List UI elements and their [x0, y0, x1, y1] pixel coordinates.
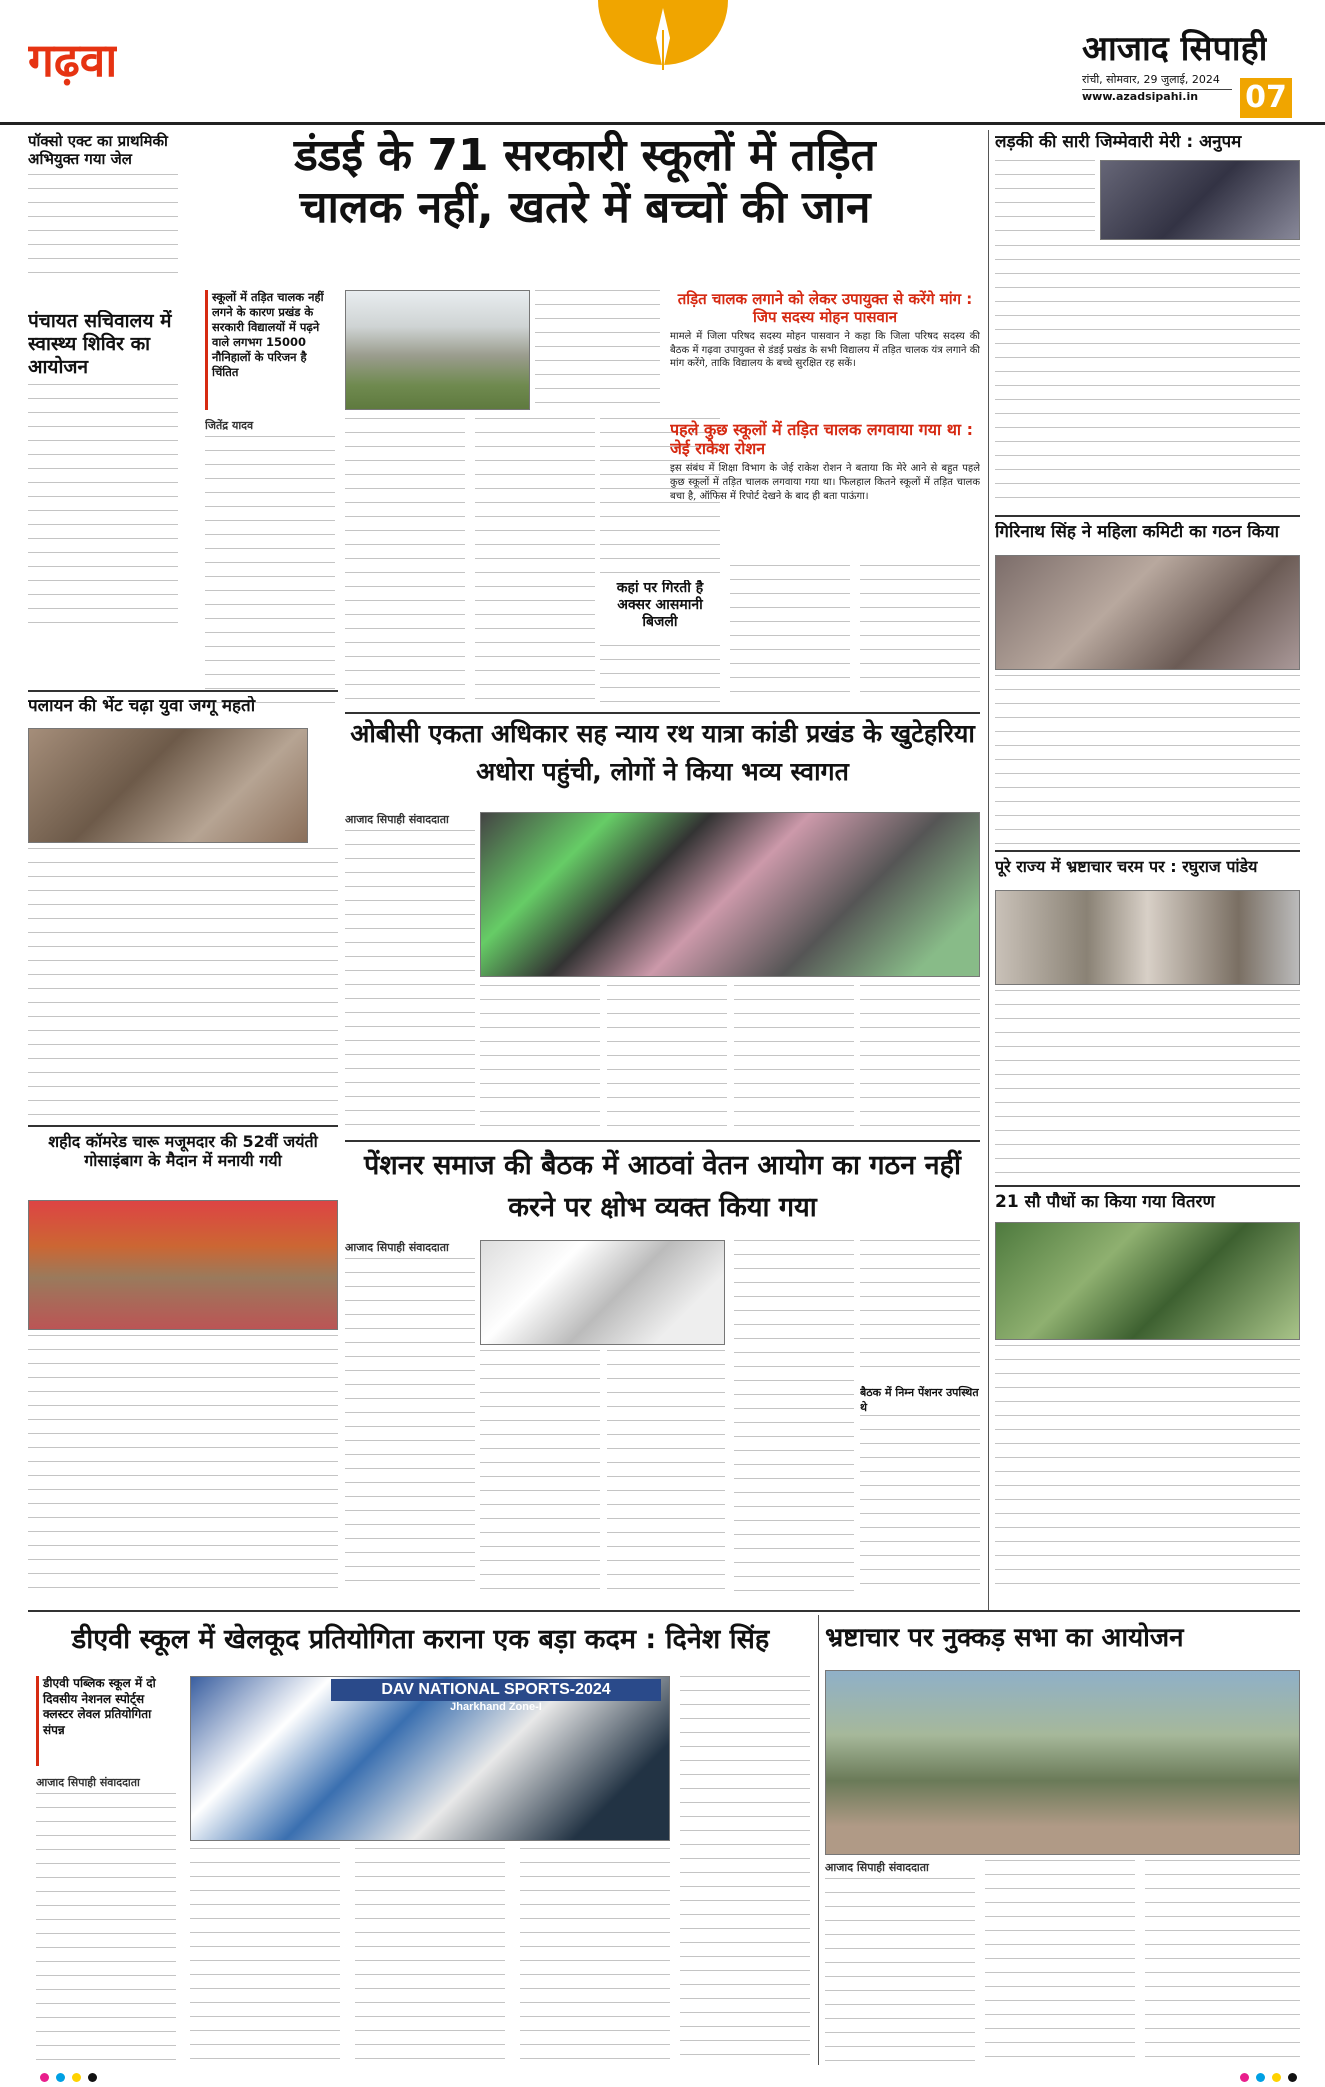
- divider: [28, 1610, 1300, 1612]
- pension-col-1: [345, 1258, 475, 1593]
- corruption-col-2: [985, 1860, 1135, 2063]
- lead-col-5b: [600, 645, 720, 705]
- black-dot-icon: [88, 2073, 97, 2082]
- lead-col-4: [535, 290, 660, 410]
- section-title: गढ़वा: [28, 33, 118, 87]
- dav-headline: डीएवी स्कूल में खेलकूद प्रतियोगिता कराना एक बड़ा कदम : दिनेश सिंह: [71, 1624, 770, 1655]
- lead-subhead: कहां पर गिरती है अक्सर आसमानी बिजली: [616, 580, 704, 630]
- magenta-dot-icon: [40, 2073, 49, 2082]
- lead-photo-school: [345, 290, 530, 410]
- lead-col-2: [345, 418, 465, 706]
- divider: [995, 1185, 1300, 1187]
- dav-col-2: [190, 1848, 340, 2063]
- dav-col-r: [680, 1676, 810, 2063]
- cyan-dot-icon: [1256, 2073, 1265, 2082]
- right-story-2-title-box: [995, 522, 1300, 550]
- black-dot-icon: [1288, 2073, 1297, 2082]
- lead-col-1: [205, 436, 335, 706]
- right-story-4-title-box: [995, 1192, 1300, 1220]
- lead-col-3: [475, 418, 595, 706]
- left-story-1: [28, 132, 178, 302]
- paper-name: आजाद सिपाही: [1082, 29, 1268, 69]
- obc-headline: ओबीसी एकता अधिकार सह न्याय रथ यात्रा कांडी प्रखंड के खुटेहरिया अधोरा पहुंची, लोगों ने किया भव्य स्वागत: [350, 719, 975, 786]
- print-registration-marks: [0, 2068, 1325, 2087]
- left-story-4-text: [28, 1335, 338, 1595]
- left-story-2-title: पंचायत सचिवालय में स्वास्थ्य शिविर का आयोजन: [28, 310, 172, 378]
- dav-headline-box: [28, 1618, 813, 1666]
- left-story-4-title-box: [28, 1132, 338, 1198]
- divider: [345, 712, 980, 714]
- dav-byline-box: आजाद सिपाही संवाददाता: [36, 1775, 176, 1791]
- lead-side-headline-1: तड़ित चालक लगाने को लेकर उपायुक्त से करेंगे मांग : जिप सदस्य मोहन पासवान: [677, 290, 973, 326]
- website-link[interactable]: www.azadsipahi.in: [1082, 90, 1199, 103]
- divider: [818, 1615, 819, 2065]
- pension-headline-box: [345, 1145, 980, 1235]
- lead-col-7: [860, 565, 980, 705]
- lead-byline: जितेंद्र यादव: [205, 418, 335, 434]
- right-story-4-photo: [995, 1222, 1300, 1340]
- left-story-4-photo: [28, 1200, 338, 1330]
- obc-col-5: [860, 985, 980, 1130]
- pension-photo: [480, 1240, 725, 1345]
- pension-byline-box: आजाद सिपाही संवाददाता: [345, 1240, 475, 1256]
- obc-col-4: [734, 985, 854, 1130]
- cyan-dot-icon: [56, 2073, 65, 2082]
- dateline: रांची, सोमवार, 29 जुलाई, 2024: [1082, 72, 1232, 90]
- obc-col-3: [607, 985, 727, 1130]
- right-story-1-title: लड़की की सारी जिम्मेवारी मेरी : अनुपम: [995, 132, 1242, 152]
- dav-pullquote: डीएवी पब्लिक स्कूल में दो दिवसीय नेशनल स्पोर्ट्स क्लस्टर लेवल प्रतियोगिता संपन्न: [36, 1676, 176, 1766]
- lead-headline: [190, 130, 980, 280]
- pension-col-2: [480, 1350, 600, 1593]
- divider: [995, 515, 1300, 517]
- left-story-3-text: [28, 848, 338, 1118]
- right-story-2-photo: [995, 555, 1300, 670]
- corruption-headline: भ्रष्टाचार पर नुक्कड़ सभा का आयोजन: [825, 1623, 1184, 1653]
- pension-col-4: [734, 1240, 854, 1593]
- yellow-dot-icon: [72, 2073, 81, 2082]
- masthead: [0, 0, 1325, 125]
- right-story-4-text: [995, 1345, 1300, 1590]
- corruption-col-1: [825, 1878, 975, 2063]
- divider: [995, 850, 1300, 852]
- corruption-headline-box: [825, 1618, 1300, 1666]
- lead-side-1: [670, 290, 980, 410]
- obc-photo: [480, 812, 980, 977]
- corruption-byline-box: आजाद सिपाही संवाददाता: [825, 1860, 975, 1876]
- lead-side-headline-2: पहले कुछ स्कूलों में तड़ित चालक लगवाया गया था : जेई राकेश रोशन: [670, 420, 974, 459]
- right-story-3-photo: [995, 890, 1300, 985]
- dav-col-3: [355, 1848, 505, 2063]
- yellow-dot-icon: [1272, 2073, 1281, 2082]
- lead-side-text-1: मामले में जिला परिषद सदस्य मोहन पासवान ने कहा कि जिला परिषद सदस्य की बैठक में गढ़वा उपायुक्त से डंडई प्रखंड के सभी विद्यालय में तड़ित चालक यंत्र लगाने की मांग करेंगे, ताकि विद्यालय के बच्चे सुरक्षित रह सकें।: [670, 331, 980, 370]
- lead-pullquote: स्कूलों में तड़ित चालक नहीं लगने के कारण प्रखंड के सरकारी विद्यालयों में पढ़ने वाले लगभग 15000 नौनिहालों के परिजन है चिंतित: [205, 290, 335, 410]
- left-story-3-photo: [28, 728, 308, 843]
- divider: [28, 1125, 338, 1127]
- corruption-col-3: [1145, 1860, 1300, 2063]
- right-story-1-text-b: [995, 245, 1300, 505]
- pension-col-3: [607, 1350, 725, 1593]
- lead-subhead-box: [600, 580, 720, 640]
- left-story-1-title: पॉक्सो एक्ट का प्राथमिकी अभियुक्त गया जेल: [28, 132, 168, 168]
- right-story-2-text: [995, 675, 1300, 845]
- left-story-3-title: पलायन की भेंट चढ़ा युवा जग्गू महतो: [28, 696, 256, 716]
- lead-col-6: [730, 565, 850, 705]
- pension-headline: पेंशनर समाज की बैठक में आठवां वेतन आयोग का गठन नहीं करने पर क्षोभ व्यक्त किया गया: [364, 1150, 961, 1223]
- pension-col-5b: [860, 1415, 980, 1593]
- obc-col-2: [480, 985, 600, 1130]
- right-story-3-title: पूरे राज्य में भ्रष्टाचार चरम पर : रघुराज पांडेय: [995, 857, 1258, 876]
- dav-photo-banner: DAV NATIONAL SPORTS-2024: [331, 1679, 661, 1701]
- obc-headline-box: [345, 715, 980, 810]
- sun-pen-logo-icon: [588, 0, 738, 110]
- page-number: 07: [1240, 78, 1292, 118]
- lead-headline-line1: डंडई के 71 सरकारी स्कूलों में तड़ित: [294, 130, 876, 181]
- lead-headline-line2: चालक नहीं, खतरे में बच्चों की जान: [299, 181, 871, 233]
- right-story-1-photo: [1100, 160, 1300, 240]
- right-story-1-title-box: [995, 132, 1300, 160]
- lead-side-2: [670, 420, 980, 560]
- right-story-1-text-a: [995, 160, 1095, 240]
- pension-subhead: बैठक में निम्न पेंशनर उपस्थित थे: [860, 1386, 979, 1414]
- right-story-3-title-box: [995, 857, 1300, 885]
- lead-side-text-2: इस संबंध में शिक्षा विभाग के जेई राकेश रोशन ने बताया कि मेरे आने से बहुत पहले कुछ स्कूलों में तड़ित चालक लगवाया गया था। फिलहाल कितने स्कूलों में तड़ित चालक बचा है, ऑफिस में रिपोर्ट देखने के बाद ही बता पाऊंगा।: [670, 463, 980, 502]
- divider: [988, 130, 989, 1610]
- left-story-1-text: [28, 174, 178, 284]
- left-story-2: [28, 310, 178, 670]
- dav-photo: [190, 1676, 670, 1841]
- obc-col-1: [345, 830, 475, 1130]
- divider: [345, 1140, 980, 1142]
- right-story-3-text: [995, 990, 1300, 1180]
- right-story-4-title: 21 सौ पौधों का किया गया वितरण: [995, 1192, 1215, 1212]
- left-story-2-text: [28, 384, 178, 634]
- pension-col-5: [860, 1240, 980, 1380]
- magenta-dot-icon: [1240, 2073, 1249, 2082]
- dav-col-1: [36, 1793, 176, 2063]
- corruption-photo: [825, 1670, 1300, 1855]
- right-story-2-title: गिरिनाथ सिंह ने महिला कमिटी का गठन किया: [995, 522, 1280, 542]
- obc-byline-box: आजाद सिपाही संवाददाता: [345, 812, 475, 828]
- left-story-4-title: शहीद कॉमरेड चारू मजूमदार की 52वीं जयंती गोसाइंबाग के मैदान में मनायी गयी: [48, 1132, 318, 1171]
- dav-photo-banner-sub: Jharkhand Zone-I: [450, 1701, 542, 1713]
- dav-col-4: [520, 1848, 670, 2063]
